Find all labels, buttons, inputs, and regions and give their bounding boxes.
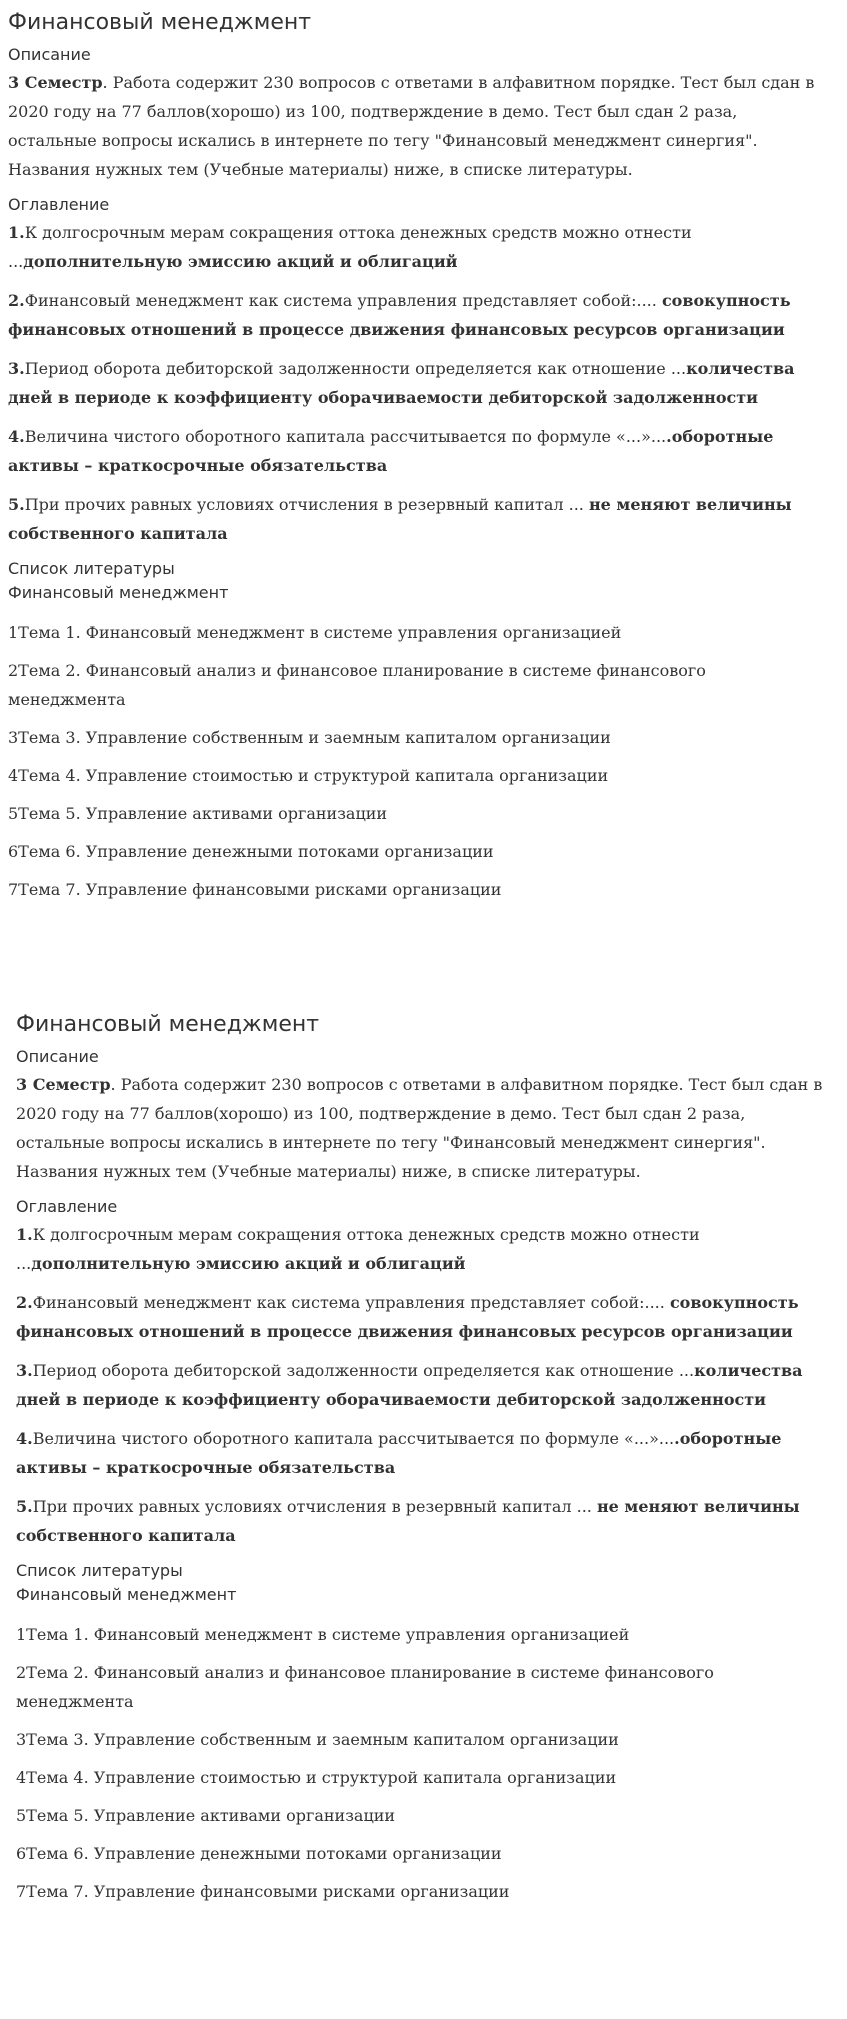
description-semester: 3 Семестр xyxy=(16,1075,111,1094)
topic-item: 3Тема 3. Управление собственным и заемным капиталом организации xyxy=(8,728,611,747)
question-number: 2. xyxy=(8,291,25,310)
description-body: . Работа содержит 230 вопросов с ответами в алфавитном порядке. Тест был сдан в 2020 году на 77 баллов(хорошо) из 100, подтверждение в демо. Тест был сдан 2 раза, остальные вопросы искались в интернете по тегу "Финансовый менеджмент синергия". Названия нужных тем (Учебные материалы) ниже, в списке литературы. xyxy=(16,1075,823,1181)
question-answer: дополнительную эмиссию акций и облигаций xyxy=(31,1254,466,1273)
description-text xyxy=(16,1070,828,1186)
page-title: Финансовый менеджмент xyxy=(8,10,312,35)
question-text: Величина чистого оборотного капитала рассчитывается по формуле «...»... xyxy=(32,1429,675,1448)
description-label: Описание xyxy=(16,1047,99,1066)
topic-item: 6Тема 6. Управление денежными потоками организации xyxy=(16,1844,502,1863)
question-number: 1. xyxy=(16,1225,33,1244)
question-text: При прочих равных условиях отчисления в резервный капитал ... xyxy=(24,495,589,514)
topic-item: 3Тема 3. Управление собственным и заемным капиталом организации xyxy=(16,1730,619,1749)
topic-item: 5Тема 5. Управление активами организации xyxy=(8,804,388,823)
question-number: 5. xyxy=(8,495,25,514)
question-text: При прочих равных условиях отчисления в резервный капитал ... xyxy=(32,1497,597,1516)
question-answer: не меняют величины собственного капитала xyxy=(16,1497,800,1545)
question-answer: совокупность финансовых отношений в процессе движения финансовых ресурсов организации xyxy=(8,291,791,339)
content-block-1 xyxy=(8,8,843,913)
question-number: 4. xyxy=(8,427,25,446)
description-semester: 3 Семестр xyxy=(8,73,103,92)
question-answer: количества дней в периоде к коэффициенту оборачиваемости дебиторской задолженности xyxy=(16,1361,803,1409)
question-number: 4. xyxy=(16,1429,33,1448)
literature-subtitle: Финансовый менеджмент xyxy=(8,583,229,602)
description-body: . Работа содержит 230 вопросов с ответами в алфавитном порядке. Тест был сдан в 2020 году на 77 баллов(хорошо) из 100, подтверждение в демо. Тест был сдан 2 раза, остальные вопросы искались в интернете по тегу "Финансовый менеджмент синергия". Названия нужных тем (Учебные материалы) ниже, в списке литературы. xyxy=(8,73,815,179)
question-item xyxy=(8,490,820,548)
question-item xyxy=(8,354,820,412)
literature-subtitle: Финансовый менеджмент xyxy=(16,1585,237,1604)
question-text: Период оборота дебиторской задолженности определяется как отношение ... xyxy=(32,1361,695,1380)
question-item xyxy=(16,1424,828,1482)
question-answer: количества дней в периоде к коэффициенту оборачиваемости дебиторской задолженности xyxy=(8,359,795,407)
question-number: 3. xyxy=(16,1361,33,1380)
literature-label: Список литературы xyxy=(8,559,175,578)
question-answer: не меняют величины собственного капитала xyxy=(8,495,792,543)
question-number: 3. xyxy=(8,359,25,378)
topic-item: 4Тема 4. Управление стоимостью и структурой капитала организации xyxy=(8,766,609,785)
question-text: Финансовый менеджмент как система управления представляет собой:.... xyxy=(32,1293,670,1312)
question-item xyxy=(16,1220,828,1278)
question-number: 1. xyxy=(8,223,25,242)
question-number: 2. xyxy=(16,1293,33,1312)
question-answer: дополнительную эмиссию акций и облигаций xyxy=(23,252,458,271)
question-item xyxy=(8,422,820,480)
topic-item: 5Тема 5. Управление активами организации xyxy=(16,1806,396,1825)
topic-item: 1Тема 1. Финансовый менеджмент в системе управления организацией xyxy=(8,623,622,642)
question-answer: совокупность финансовых отношений в процессе движения финансовых ресурсов организации xyxy=(16,1293,799,1341)
question-item xyxy=(8,286,820,344)
toc-label: Оглавление xyxy=(8,195,110,214)
question-item xyxy=(16,1288,828,1346)
question-item xyxy=(16,1492,828,1550)
toc-label: Оглавление xyxy=(16,1197,118,1216)
topic-item: 2Тема 2. Финансовый анализ и финансовое планирование в системе финансового менеджмента xyxy=(16,1663,714,1711)
content-block-2 xyxy=(16,1010,847,1915)
question-number: 5. xyxy=(16,1497,33,1516)
page-title: Финансовый менеджмент xyxy=(16,1012,320,1037)
description-text xyxy=(8,68,820,184)
topic-item: 7Тема 7. Управление финансовыми рисками организации xyxy=(16,1882,510,1901)
literature-label: Список литературы xyxy=(16,1561,183,1580)
question-item xyxy=(8,218,820,276)
topic-item: 4Тема 4. Управление стоимостью и структурой капитала организации xyxy=(16,1768,617,1787)
question-text: Финансовый менеджмент как система управления представляет собой:.... xyxy=(24,291,662,310)
question-answer: .оборотные активы – краткосрочные обязательства xyxy=(8,427,774,475)
description-label: Описание xyxy=(8,45,91,64)
question-text: К долгосрочным мерам сокращения оттока денежных средств можно отнести ... xyxy=(8,223,692,271)
topic-item: 1Тема 1. Финансовый менеджмент в системе управления организацией xyxy=(16,1625,630,1644)
question-answer: .оборотные активы – краткосрочные обязательства xyxy=(16,1429,782,1477)
question-text: К долгосрочным мерам сокращения оттока денежных средств можно отнести ... xyxy=(16,1225,700,1273)
question-item xyxy=(16,1356,828,1414)
question-text: Величина чистого оборотного капитала рассчитывается по формуле «...»... xyxy=(24,427,667,446)
topic-item: 6Тема 6. Управление денежными потоками организации xyxy=(8,842,494,861)
topic-item: 2Тема 2. Финансовый анализ и финансовое планирование в системе финансового менеджмента xyxy=(8,661,706,709)
question-text: Период оборота дебиторской задолженности определяется как отношение ... xyxy=(24,359,687,378)
topic-item: 7Тема 7. Управление финансовыми рисками организации xyxy=(8,880,502,899)
